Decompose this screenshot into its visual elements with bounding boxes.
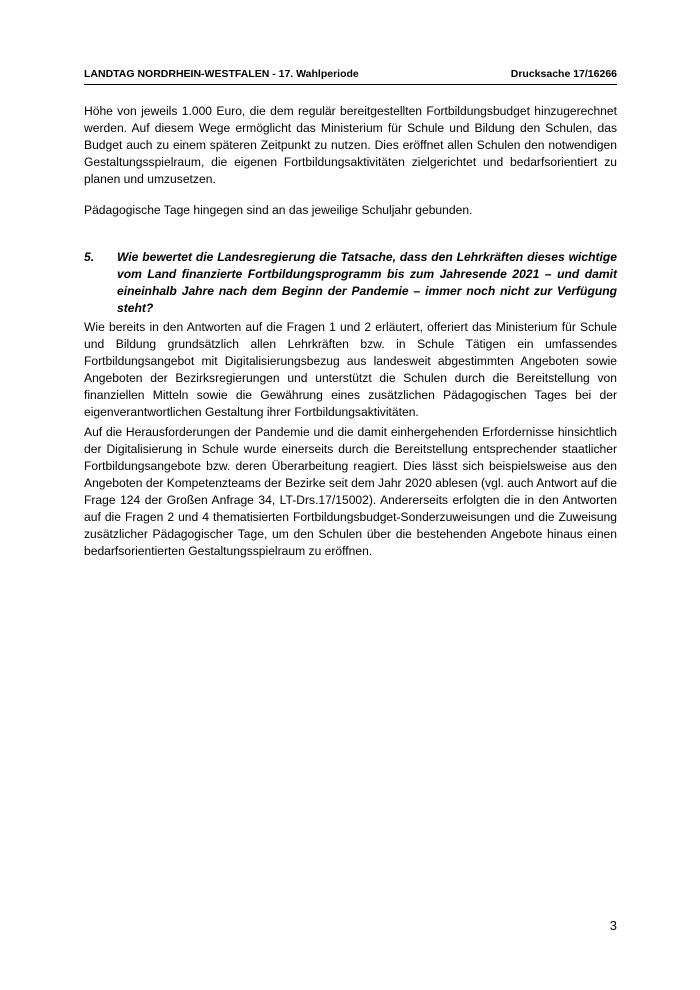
paragraph-answer-overview: Wie bereits in den Antworten auf die Fragen 1 und 2 erläutert, offeriert das Ministerium für Schule und Bildung grundsätzlich allen Lehrkräften bzw. in Schule Tätigen ein umfassendes Fortbildungsangebot mit Digitalisierungsbezug aus landesweit abgestimmten Angeboten sowie Angeboten der Bezirksregierungen und unterstützt die Schulen durch die Bereitstellung von finanziellen Mitteln sowie die Gewährung eines zusätzlichen Pädagogischen Tages bei der eigenverantwortlichen Gestaltung ihrer Fortbildungsaktivitäten. (84, 320, 617, 419)
header-parliament-title: LANDTAG NORDRHEIN-WESTFALEN - 17. Wahlperiode (84, 68, 359, 80)
page-number: 3 (609, 918, 617, 933)
paragraph-answer-pandemic: Auf die Herausforderungen der Pandemie und die damit einhergehenden Erfordernisse hinsichtlich der Digitalisierung in Schule wurde einerseits durch die Bereitstellung entsprechender staatlicher Fortbildungsangebote bzw. deren Überarbeitung reagiert. Dies lässt sich beispielsweise aus den Angeboten der Kompetenzteams der Bezirke seit dem Jahr 2020 ablesen (vgl. auch Antwort auf die Frage 124 der Großen Anfrage 34, LT-Drs.17/15002). Andererseits erfolgten die in den Antworten auf die Fragen 2 und 4 thematisierten Fortbildungsbudget-Sonderzuweisungen und die Zuweisung zusätzlicher Pädagogischer Tage, um den Schulen über die bestehenden Angebote hinaus einen bedarfsorientierten Gestaltungsspielraum zu eröffnen. (84, 425, 617, 558)
paragraph-pedagogical-days: Pädagogische Tage hingegen sind an das jeweilige Schuljahr gebunden. (84, 203, 473, 217)
header-document-number: Drucksache 17/16266 (510, 68, 617, 80)
paragraph-budget: Höhe von jeweils 1.000 Euro, die dem regulär bereitgestellten Fortbildungsbudget hinzugerechnet werden. Auf diesem Wege ermöglicht das Ministerium für Schule und Bildung den Schulen, das Budget auch zu einem späteren Zeitpunkt zu nutzen. Dies eröffnet allen Schulen den notwendigen Gestaltungsspielraum, die eigenen Fortbildungsaktivitäten zielgerichtet und bedarfsorientiert zu planen und umzusetzen. (84, 104, 617, 186)
page-header (84, 68, 617, 85)
question-text: Wie bewertet die Landesregierung die Tatsache, dass den Lehrkräften dieses wichtige vom Land finanzierte Fortbildungsprogramm bis zum Jahresende 2021 – und damit eineinhalb Jahre nach dem Beginn der Pandemie – immer noch nicht zur Verfügung steht? (117, 250, 617, 315)
question-number: 5. (84, 250, 95, 264)
